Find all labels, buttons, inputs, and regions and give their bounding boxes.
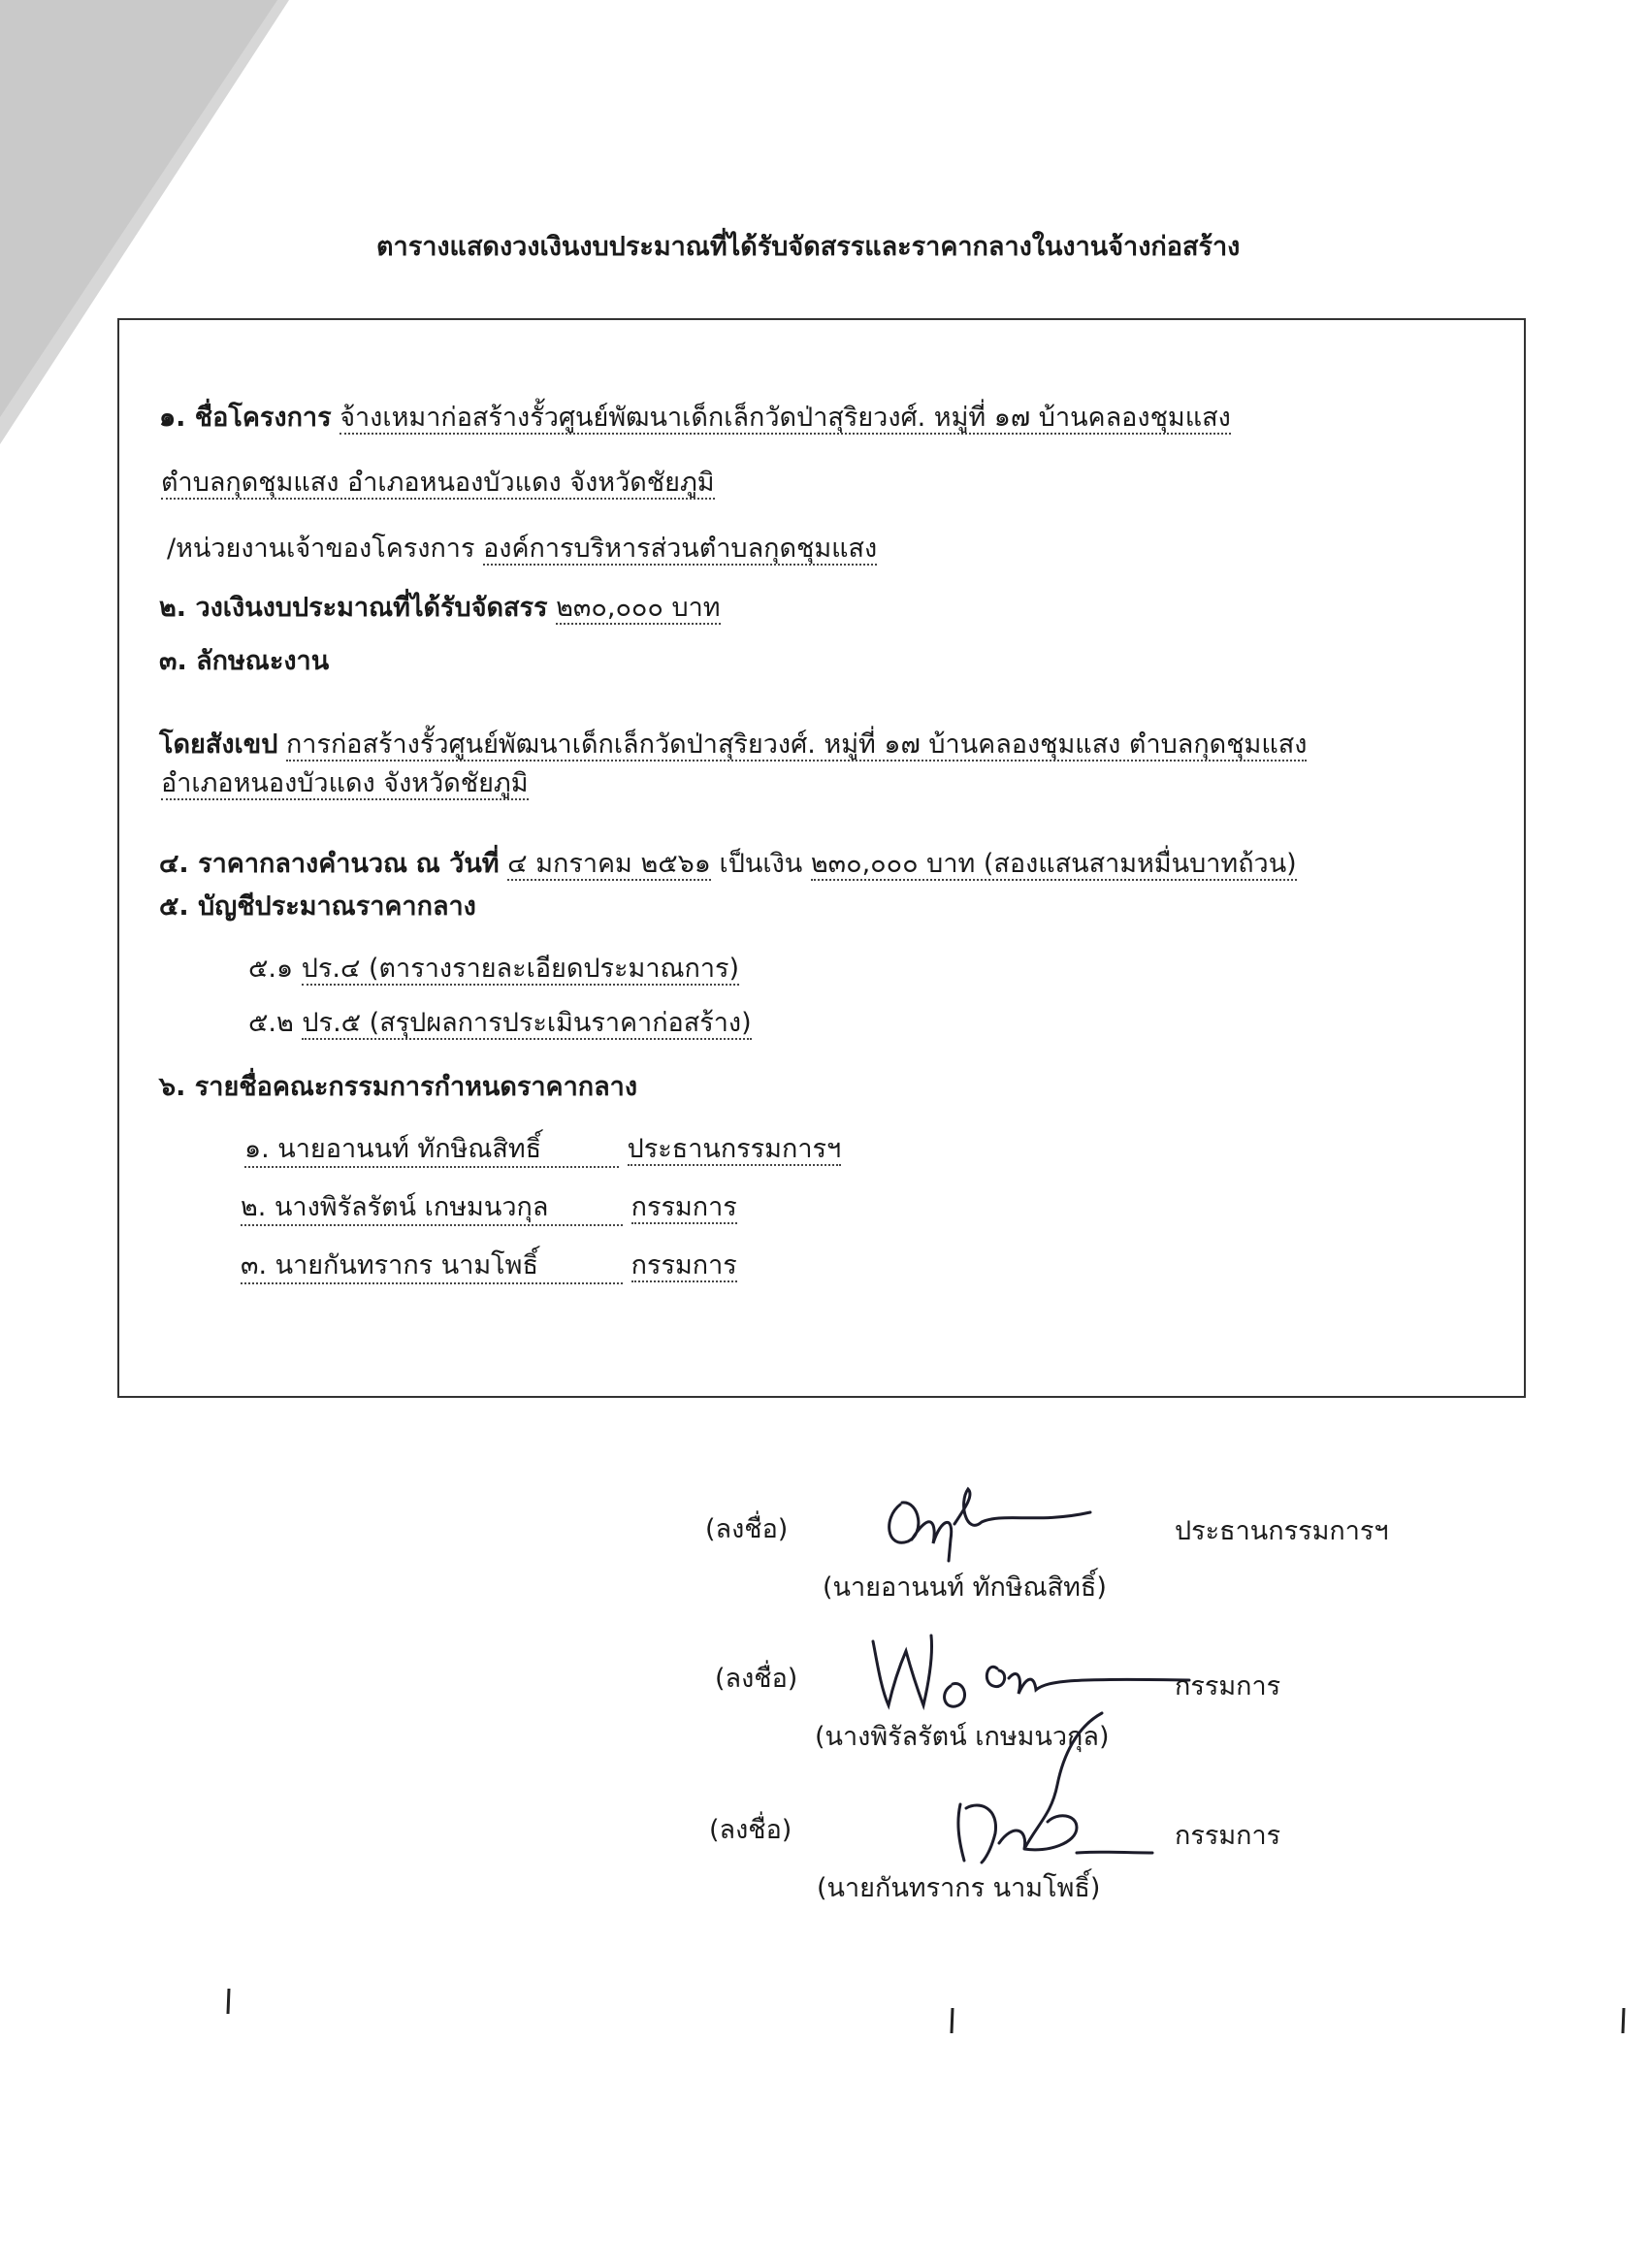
section1-heading: ๑. ชื่อโครงการ [159, 403, 332, 433]
date-prefix: ณ วันที่ [415, 849, 500, 879]
handwritten-signature [863, 1622, 1193, 1719]
item-text: ปร.๔ (ตารางรายละเอียดประมาณการ) [301, 954, 740, 984]
signature-label: (ลงชื่อ) [705, 1514, 789, 1544]
agency-label: /หน่วยงานเจ้าของโครงการ [167, 534, 475, 564]
member-name: ๓. นายกันทรากร นามโพธิ์ [241, 1249, 623, 1284]
agency-value: องค์การบริหารส่วนตำบลกุดชุมแสง [483, 534, 878, 564]
committee-member-3 [241, 1249, 737, 1284]
signature-role: กรรมการ [1175, 1671, 1281, 1701]
section1-line2 [161, 467, 715, 500]
agency-line [167, 533, 877, 566]
section3-summary-line1 [159, 729, 1307, 761]
section2-line [159, 592, 721, 625]
scan-speck [1618, 2006, 1630, 2037]
document-title: ตารางแสดงวงเงินงบประมาณที่ได้รับจัดสรรและราคากลางในงานจ้างก่อสร้าง [376, 232, 1241, 262]
committee-member-1 [244, 1133, 841, 1168]
section6-heading: ๖. รายชื่อคณะกรรมการกำหนดราคากลาง [159, 1072, 638, 1102]
handwritten-signature [873, 1479, 1106, 1567]
summary-label: โดยสังเขป [159, 729, 278, 760]
section4-heading: ๔. ราคากลางคำนวณ [159, 849, 408, 879]
section5-item-2 [248, 1007, 752, 1040]
date-value: ๔ มกราคม ๒๕๖๑ [507, 849, 711, 879]
budget-value: ๒๓๐,๐๐๐ บาท [556, 593, 721, 623]
item-number: ๕.๒ [248, 1008, 294, 1038]
project-name-line2: ตำบลกุดชุมแสง อำเภอหนองบัวแดง จังหวัดชัยภูมิ [161, 468, 715, 498]
section1-line1 [159, 402, 1231, 435]
signature-label: (ลงชื่อ) [715, 1664, 798, 1694]
section3-heading: ๓. ลักษณะงาน [159, 646, 330, 676]
handwritten-signature [931, 1707, 1154, 1872]
signer-name: (นายกันทรากร นามโพธิ์) [817, 1873, 1101, 1903]
section2-heading: ๒. วงเงินงบประมาณที่ได้รับจัดสรร [159, 593, 548, 623]
signature-role: กรรมการ [1175, 1821, 1281, 1851]
section4-line [159, 848, 1297, 881]
summary-line1: การก่อสร้างรั้วศูนย์พัฒนาเด็กเล็กวัดป่าสุริยวงศ์. หมู่ที่ ๑๗ บ้านคลองชุมแสง ตำบลกุดชุมแสง [285, 729, 1308, 760]
amount-prefix: เป็นเงิน [719, 849, 803, 879]
member-role: กรรมการ [630, 1192, 737, 1222]
signer-name: (นางพิรัลรัตน์ เกษมนวกุล) [815, 1722, 1110, 1752]
section3-summary-line2 [161, 767, 529, 800]
summary-line2: อำเภอหนองบัวแดง จังหวัดชัยภูมิ [161, 768, 529, 798]
item-number: ๕.๑ [248, 954, 294, 984]
member-role: กรรมการ [630, 1250, 737, 1280]
item-text: ปร.๕ (สรุปผลการประเมินราคาก่อสร้าง) [302, 1008, 752, 1038]
member-name: ๒. นางพิรัลรัตน์ เกษมนวกุล [241, 1191, 623, 1226]
section5-item-1 [248, 953, 739, 986]
signature-role: ประธานกรรมการฯ [1175, 1516, 1389, 1546]
signature-label: (ลงชื่อ) [709, 1815, 792, 1845]
member-role: ประธานกรรมการฯ [627, 1134, 842, 1164]
amount-value: ๒๓๐,๐๐๐ บาท (สองแสนสามหมื่นบาทถ้วน) [810, 849, 1297, 879]
scan-speck [223, 1987, 235, 2018]
section5-heading: ๕. บัญชีประมาณราคากลาง [159, 891, 476, 922]
project-name-line1: จ้างเหมาก่อสร้างรั้วศูนย์พัฒนาเด็กเล็กวัดป่าสุริยวงศ์. หมู่ที่ ๑๗ บ้านคลองชุมแสง [340, 403, 1231, 433]
signer-name: (นายอานนท์ ทักษิณสิทธิ์) [823, 1572, 1107, 1603]
committee-member-2 [241, 1191, 737, 1226]
member-name: ๑. นายอานนท์ ทักษิณสิทธิ์ [244, 1133, 619, 1168]
scan-speck [947, 2006, 958, 2037]
